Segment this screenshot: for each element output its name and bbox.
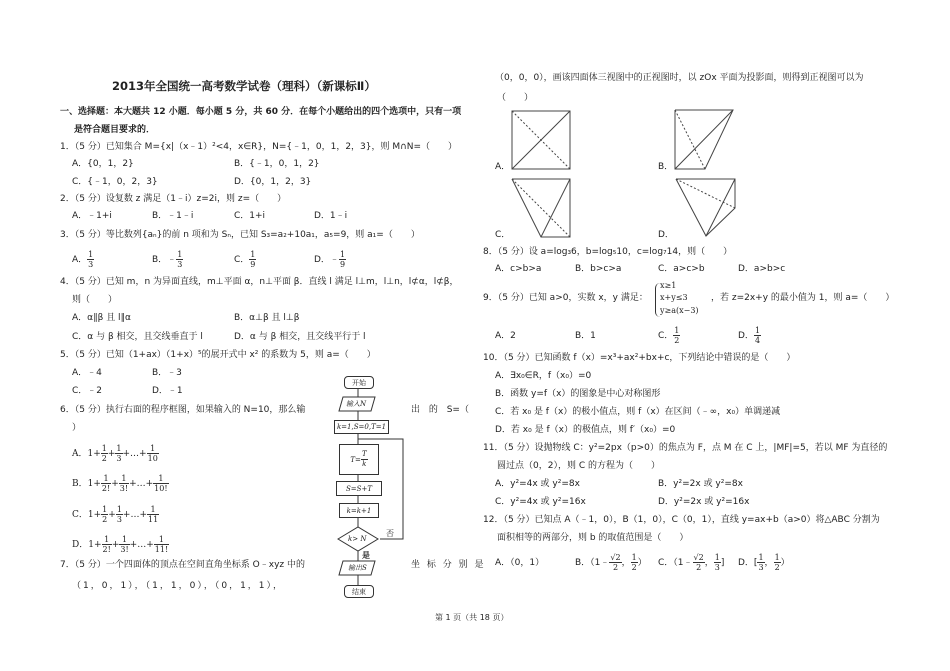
q9-option-d: D． $\frac{1}{4}$	[738, 326, 761, 345]
q8-option-c: C．a>c>b	[658, 264, 705, 274]
q5-stem: 5．（5 分）已知（1+ax）（1+x）⁵的展开式中 x² 的系数为 5，则 a=（ ）	[60, 350, 376, 360]
flowchart-init: k=1,S=0,T=1	[334, 420, 389, 434]
q2-option-d: D．1﹣i	[314, 211, 348, 221]
q1-option-a: A．{0，1，2}	[72, 159, 134, 169]
q7-coordinates: （1，0，1），（1，1，0），（0，1，1），	[72, 581, 285, 591]
q6-stem-close: ）	[72, 423, 82, 433]
q5-option-a: A．﹣4	[72, 368, 102, 378]
q1-option-d: D．{0，1，2，3}	[234, 177, 312, 187]
q11-stem-cont: 圆过点（0，2），则 C 的方程为（ ）	[497, 461, 660, 471]
q6-stem-tail: 出 的 S=（	[411, 405, 469, 415]
q3-option-d: D．﹣ $\frac{1}{9}$	[314, 250, 346, 269]
q10-option-d: D．若 x₀ 是 f（x）的极值点，则 f′（x₀）=0	[495, 425, 676, 435]
flowchart-t-assign: T= $\frac{T}{k}$	[339, 444, 379, 475]
q11-option-d: D．y²=2x 或 y²=16x	[658, 497, 750, 507]
q4-option-d: D．α 与 β 相交，且交线平行于 l	[234, 332, 366, 342]
flowchart-yes-label: 是	[362, 551, 370, 560]
q9-option-a: A．2	[495, 331, 516, 341]
q8-stem: 8．（5 分）设 a=log₃6，b=log₅10，c=log₇14，则（ ）	[483, 247, 733, 257]
q11-option-c: C．y²=4x 或 y²=16x	[495, 497, 586, 507]
q10-option-c: C．若 x₀ 是 f（x）的极小值点，则 f（x）在区间（﹣∞，x₀）单调递减	[495, 407, 781, 417]
q9-constraint-3: y≥a(x−3)	[660, 306, 699, 315]
q3-option-b: B．﹣ $\frac{1}{3}$	[152, 250, 183, 269]
flowchart-end: 结束	[344, 585, 374, 598]
q4-option-c: C．α 与 β 相交，且交线垂直于 l	[72, 332, 203, 342]
q12-stem-cont: 面积相等的两部分，则 b 的取值范围是（ ）	[497, 533, 689, 543]
q6-option-c: C．1+ $\frac{1}{2}$ + $\frac{1}{3}$ +…+ $\frac{1}{11}$	[72, 505, 159, 524]
q1-option-c: C．{﹣1，0，2，3}	[72, 177, 158, 187]
page-title: 2013年全国统一高考数学试卷（理科）（新课标Ⅱ）	[112, 79, 376, 93]
q6-option-b: B．1+ $\frac{1}{2!}$ + $\frac{1}{3!}$ +…+ $\frac{1}{10!}$	[72, 474, 168, 493]
q3-option-c: C． $\frac{1}{9}$	[234, 250, 256, 269]
q12-stem: 12．（5 分）已知点 A（﹣1，0），B（1，0），C（0，1），直线 y=ax+b（a>0）将△ABC 分割为	[483, 515, 880, 525]
q10-option-b: B．函数 y=f（x）的图象是中心对称图形	[495, 389, 661, 399]
q8-option-a: A．c>b>a	[495, 264, 542, 274]
q9-option-c: C． $\frac{1}{2}$	[658, 326, 680, 345]
flowchart-start: 开始	[344, 376, 374, 389]
flowchart-condition: k> N	[348, 535, 367, 543]
q12-option-b: B．（1﹣ $\frac{√2}{2}$ ， $\frac{1}{2}$ ）	[575, 553, 647, 572]
q3-option-a: A． $\frac{1}{3}$	[72, 250, 94, 269]
q9-constraint-1: x≥1	[660, 281, 677, 290]
q8-option-b: B．b>c>a	[575, 264, 622, 274]
q4-stem-cont: 则（ ）	[72, 295, 118, 305]
section-heading: 一、选择题：本大题共 12 小题．每小题 5 分，共 60 分．在每个小题给出的四个选项中，只有一项	[60, 107, 462, 117]
q7-option-b: B．	[658, 162, 674, 172]
flowchart-s-assign: S=S+T	[336, 481, 382, 496]
q4-option-b: B．α⊥β 且 l⊥β	[234, 313, 300, 323]
q6-option-a: A．1+ $\frac{1}{2}$ + $\frac{1}{3}$ +…+ $\frac{1}{10}$	[72, 444, 158, 463]
flowchart-input: 输入N	[346, 400, 367, 408]
q2-option-c: C．1+i	[234, 211, 266, 221]
q4-option-a: A．α∥β 且 l∥α	[72, 313, 131, 323]
q2-stem: 2．（5 分）设复数 z 满足（1﹣i）z=2i，则 z=（ ）	[60, 194, 287, 204]
q10-option-a: A．∃x₀∈R，f（x₀）=0	[495, 371, 592, 381]
q12-option-c: C．（1﹣ $\frac{√2}{2}$ ， $\frac{1}{3}$ ]	[658, 553, 725, 572]
section-heading-cont: 是符合题目要求的．	[74, 125, 156, 135]
q7-answer-paren: （ ）	[497, 93, 534, 103]
q1-stem: 1．（5 分）已知集合 M={x|（x﹣1）²<4，x∈R}，N={﹣1，0，1，2，3}，则 M∩N=（ ）	[60, 142, 457, 152]
page-footer: 第 1 页（共 18 页）	[435, 613, 509, 622]
q7-stem-cont: （0，0，0），画该四面体三视图中的正视图时，以 zOx 平面为投影面，则得到正视图可以为	[495, 73, 864, 83]
q10-stem: 10．（5 分）已知函数 f（x）=x³+ax²+bx+c，下列结论中错误的是（ ）	[483, 353, 796, 363]
q7-stem: 7．（5 分）一个四面体的顶点在空间直角坐标系 O﹣xyz 中的	[60, 560, 305, 570]
flowchart-k-increment: k=k+1	[339, 503, 379, 518]
q9-constraint-2: x+y≤3	[660, 293, 688, 302]
q5-option-c: C．﹣2	[72, 386, 103, 396]
q11-stem: 11．（5 分）设抛物线 C：y²=2px（p>0）的焦点为 F，点 M 在 C 上，|MF|=5，若以 MF 为直径的	[483, 443, 888, 453]
q5-option-d: D．﹣1	[152, 386, 183, 396]
q9-option-b: B．1	[575, 331, 596, 341]
q7-option-a: A．	[495, 162, 511, 172]
q5-option-b: B．﹣3	[152, 368, 182, 378]
q12-option-d: D．[ $\frac{1}{3}$ ， $\frac{1}{2}$ ）	[738, 553, 790, 572]
q11-option-a: A．y²=4x 或 y²=8x	[495, 479, 580, 489]
flowchart-output: 输出S	[348, 564, 367, 572]
q8-option-d: D．a>b>c	[738, 264, 786, 274]
q4-stem: 4．（5 分）已知 m，n 为异面直线，m⊥平面 α，n⊥平面 β．直线 l 满足 l⊥m，l⊥n，l⊄α，l⊄β，	[60, 277, 459, 287]
q6-stem: 6．（5 分）执行右面的程序框图，如果输入的 N=10，那么输	[60, 405, 306, 415]
q3-stem: 3．（5 分）等比数列{aₙ}的前 n 项和为 Sₙ，已知 S₃=a₂+10a₁，a₅=9，则 a₁=（ ）	[60, 230, 420, 240]
q7-stem-tail: 坐 标 分 别 是	[411, 560, 484, 570]
q2-option-a: A．﹣1+i	[72, 211, 112, 221]
q1-option-b: B．{﹣1，0，1，2}	[234, 159, 320, 169]
q7-option-c: C．	[495, 230, 511, 240]
q9-stem-tail: ，若 z=2x+y 的最小值为 1，则 a=（ ）	[711, 293, 895, 303]
q6-option-d: D．1+ $\frac{1}{2!}$ + $\frac{1}{3!}$ +…+ $\frac{1}{11!}$	[72, 535, 169, 554]
flowchart-no-label: 否	[386, 529, 394, 538]
q7-option-d: D．	[658, 230, 674, 240]
q11-option-b: B．y²=2x 或 y²=8x	[658, 479, 743, 489]
q12-option-a: A．（0，1）	[495, 558, 545, 568]
q2-option-b: B．﹣1﹣i	[152, 211, 194, 221]
q9-stem: 9．（5 分）已知 a>0，实数 x，y 满足：	[483, 293, 648, 303]
